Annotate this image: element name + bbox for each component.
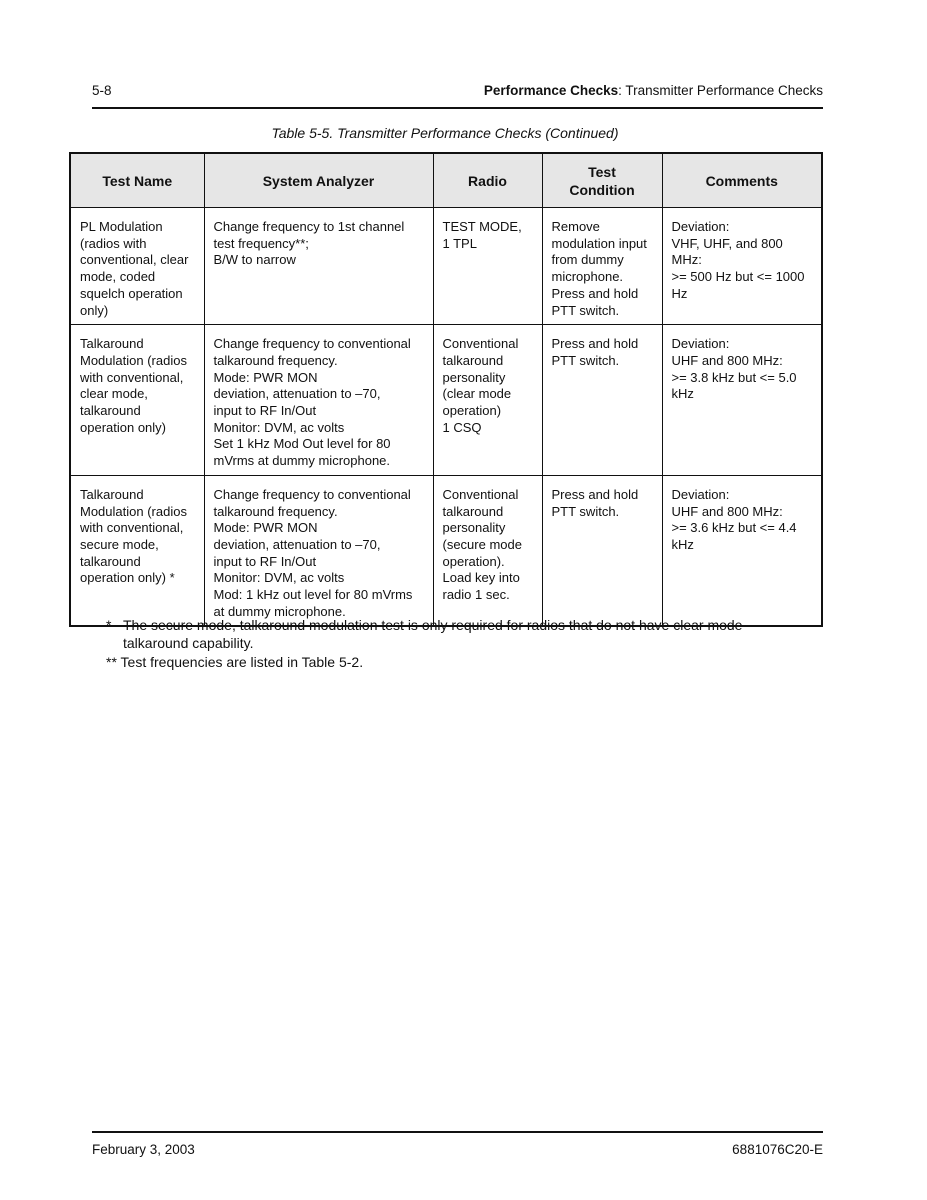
column-header-test-name: Test Name xyxy=(70,153,204,208)
table-caption: Table 5-5. Transmitter Performance Checks (Continued) xyxy=(271,125,619,141)
table-row xyxy=(70,325,822,476)
footer-date: February 3, 2003 xyxy=(92,1142,195,1157)
cell-system-analyzer: Change frequency to conventional talkaround frequency. Mode: PWR MON deviation, attenuation to –70, input to RF In/Out Monitor: DVM, ac volts Set 1 kHz Mod Out level for 80 mVrms at dummy microphone. xyxy=(204,325,433,476)
cell-system-analyzer: Change frequency to 1st channel test frequency**; B/W to narrow xyxy=(204,208,433,325)
cell-test-condition: Press and hold PTT switch. xyxy=(542,475,662,626)
cell-comments: Deviation: VHF, UHF, and 800 MHz: >= 500 Hz but <= 1000 Hz xyxy=(662,208,822,325)
header-rule xyxy=(92,107,823,109)
cell-radio: Conventional talkaround personality (secure mode operation). Load key into radio 1 sec. xyxy=(433,475,542,626)
footnote xyxy=(106,616,806,652)
footnote-marker: * xyxy=(106,617,112,633)
cell-test-condition: Remove modulation input from dummy microphone. Press and hold PTT switch. xyxy=(542,208,662,325)
footnote xyxy=(106,653,806,671)
cell-test-name: PL Modulation (radios with conventional, clear mode, coded squelch operation only) xyxy=(70,208,204,325)
running-header xyxy=(484,83,823,98)
cell-system-analyzer: Change frequency to conventional talkaround frequency. Mode: PWR MON deviation, attenuation to –70, input to RF In/Out Monitor: DVM, ac volts Mod: 1 kHz out level for 80 mVrms at dummy microphone. xyxy=(204,475,433,626)
transmitter-checks-table xyxy=(69,152,823,627)
page-number: 5-8 xyxy=(92,83,112,98)
running-header-section: Performance Checks xyxy=(483,83,619,98)
cell-radio: Conventional talkaround personality (clear mode operation) 1 CSQ xyxy=(433,325,542,476)
column-header-radio: Radio xyxy=(433,153,542,208)
cell-radio: TEST MODE, 1 TPL xyxy=(433,208,542,325)
table-header-row xyxy=(70,153,822,208)
footnotes xyxy=(106,616,806,672)
table-row xyxy=(70,475,822,626)
footer-rule xyxy=(92,1131,823,1133)
footer-document-number: 6881076C20-E xyxy=(732,1142,823,1157)
cell-test-condition: Press and hold PTT switch. xyxy=(542,325,662,476)
table-row xyxy=(70,208,822,325)
cell-comments: Deviation: UHF and 800 MHz: >= 3.8 kHz but <= 5.0 kHz xyxy=(662,325,822,476)
footnote-text: The secure mode, talkaround modulation test is only required for radios that do not have clear mode talkaround capability. xyxy=(123,617,743,651)
column-header-comments: Comments xyxy=(662,153,822,208)
column-header-test-condition: Test Condition xyxy=(542,153,662,208)
footnote-marker: ** xyxy=(106,654,117,670)
cell-test-name: Talkaround Modulation (radios with conventional, secure mode, talkaround operation only) * xyxy=(70,475,204,626)
cell-test-name: Talkaround Modulation (radios with conventional, clear mode, talkaround operation only) xyxy=(70,325,204,476)
column-header-system-analyzer: System Analyzer xyxy=(204,153,433,208)
running-header-subsection: : Transmitter Performance Checks xyxy=(618,83,823,98)
cell-comments: Deviation: UHF and 800 MHz: >= 3.6 kHz but <= 4.4 kHz xyxy=(662,475,822,626)
footnote-text: Test frequencies are listed in Table 5-2. xyxy=(120,654,364,670)
